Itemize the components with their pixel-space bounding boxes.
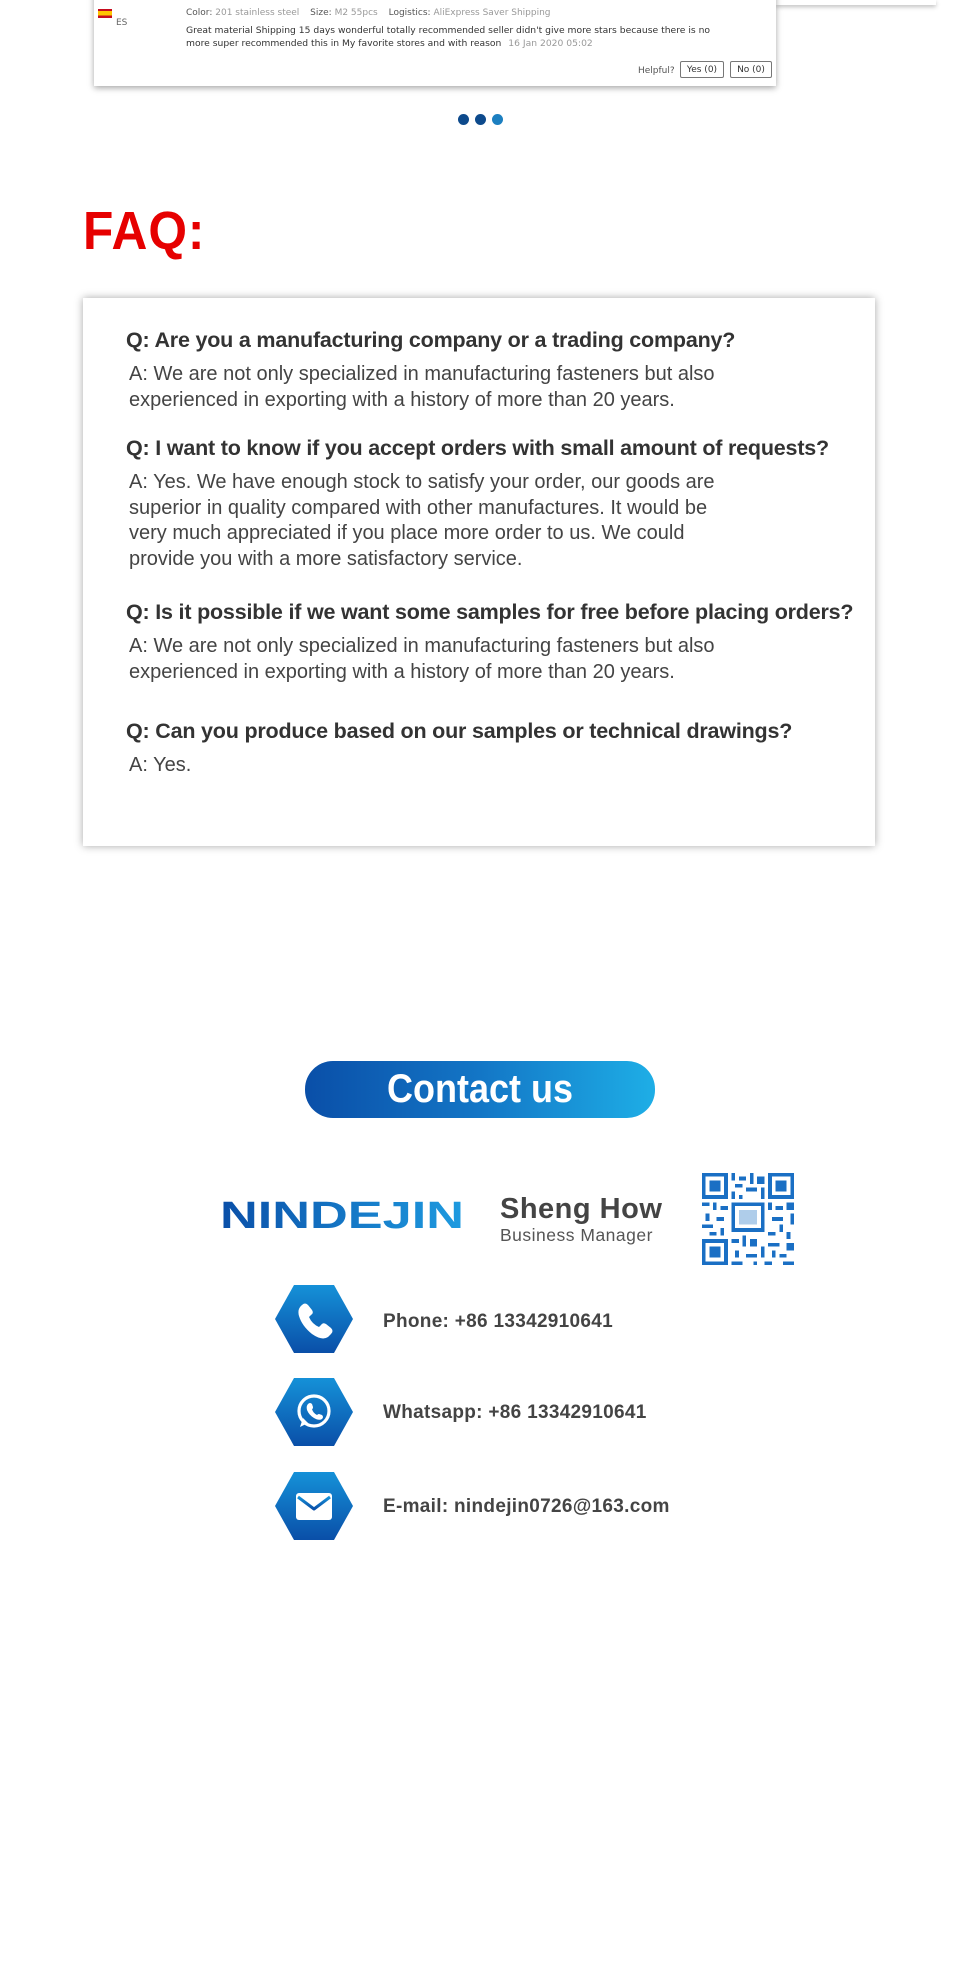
faq-question: Q: I want to know if you accept orders with small amount of requests? — [126, 436, 829, 460]
contact-us-heading: Contact us — [386, 1067, 574, 1111]
logistics-value: AliExpress Saver Shipping — [433, 8, 551, 18]
review-country: ES — [116, 18, 128, 28]
size-label: Size: — [310, 8, 332, 18]
contact-name: Sheng How — [500, 1193, 663, 1225]
phone-icon — [275, 1285, 353, 1353]
carousel-dot[interactable] — [458, 114, 469, 125]
faq-card — [83, 298, 875, 846]
email-address[interactable]: E-mail: nindejin0726@163.com — [383, 1496, 670, 1517]
review-card — [94, 0, 776, 86]
size-value: M2 55pcs — [334, 8, 378, 18]
faq-answer: A: We are not only specialized in manufacturing fasteners but also experienced in exporting with a history of more than 20 years. — [129, 363, 715, 411]
faq-answer: A: We are not only specialized in manufacturing fasteners but also experienced in exporting with a history of more than 20 years. — [129, 635, 715, 683]
carousel-dot[interactable] — [492, 114, 503, 125]
contact-job-title: Business Manager — [500, 1225, 653, 1245]
helpful-label: Helpful? — [638, 66, 675, 76]
whatsapp-number[interactable]: Whatsapp: +86 13342910641 — [383, 1402, 647, 1423]
logo-wordmark: NINDEJIN — [220, 1195, 464, 1236]
phone-number[interactable]: Phone: +86 13342910641 — [383, 1311, 614, 1332]
logistics-label: Logistics: — [388, 8, 431, 18]
faq-answer: A: Yes. We have enough stock to satisfy your order, our goods are superior in quality compared with other manufactures. It would be very much appreciated if you place more order to us. We could provide you with a more satisfactory service. — [129, 471, 715, 570]
review-date: 16 Jan 2020 05:02 — [508, 38, 593, 49]
carousel-dots — [458, 114, 510, 126]
color-value: 201 stainless steel — [215, 8, 300, 18]
whatsapp-icon — [275, 1378, 353, 1446]
spain-flag-icon — [98, 9, 112, 18]
faq-question: Q: Are you a manufacturing company or a trading company? — [126, 328, 736, 352]
faq-answer: A: Yes. — [129, 754, 192, 776]
helpful-yes-button[interactable]: Yes (0) — [680, 61, 724, 78]
review-body — [186, 24, 726, 50]
qr-code — [702, 1173, 794, 1265]
carousel-dot[interactable] — [475, 114, 486, 125]
review-attributes — [186, 8, 551, 18]
color-label: Color: — [186, 8, 213, 18]
helpful-no-button[interactable]: No (0) — [730, 61, 772, 78]
email-icon — [275, 1472, 353, 1540]
adjacent-review-card-edge — [776, 0, 936, 5]
nindejin-logo — [220, 1192, 466, 1236]
faq-question: Q: Can you produce based on our samples or technical drawings? — [126, 719, 793, 743]
review-text: Great material Shipping 15 days wonderful totally recommended seller didn't give more stars because there is no more super recommended this in My favorite stores and with reason — [186, 25, 711, 49]
contact-us-banner — [305, 1061, 655, 1118]
faq-question: Q: Is it possible if we want some samples for free before placing orders? — [126, 600, 854, 624]
faq-title: FAQ: — [83, 201, 206, 261]
